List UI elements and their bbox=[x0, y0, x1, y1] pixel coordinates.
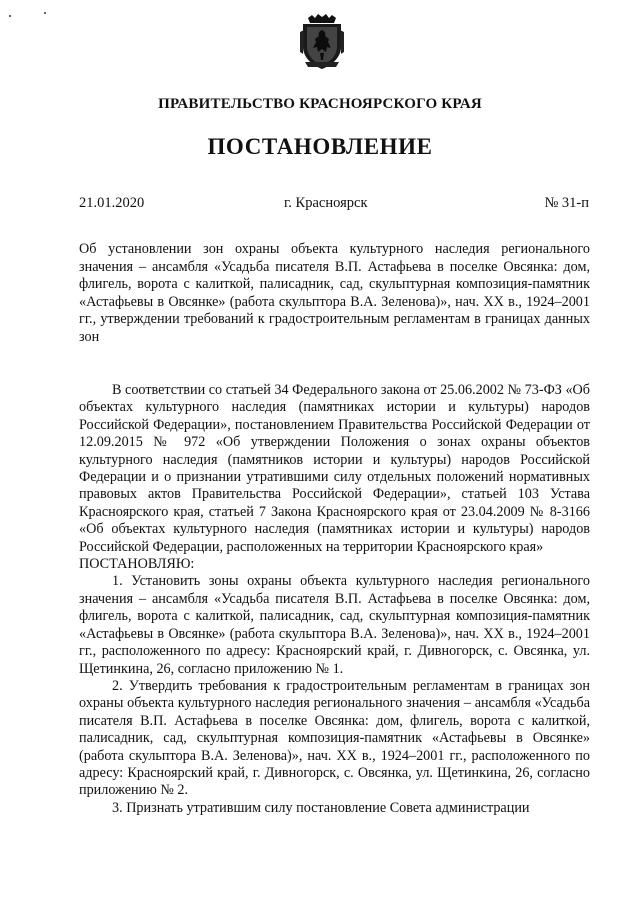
document-city: г. Красноярск bbox=[284, 195, 368, 211]
body-preamble: В соответствии со статьей 34 Федерального закона от 25.06.2002 № 73-ФЗ «Об объектах культурного наследия (памятниках истории и культуры) народов Российской Федерации», постановлением Правительства Российской Федерации от 12.09.2015 № 972 «Об утверждении Положения о зонах охраны объектов культурного наследия (памятников истории и культуры) народов Российской Федерации и о признании утратившими силу отдельных положений нормативных правовых актов Правительства Российской Федерации», статьей 103 Устава Красноярского края, статьей 7 Закона Красноярского края от 23.04.2009 № 8-3166 «Об объектах культурного наследия (памятниках истории и культуры) народов Российской Федерации, расположенных на территории Красноярского края» bbox=[79, 382, 590, 555]
scan-artifact bbox=[9, 15, 11, 17]
body-item-3: 3. Признать утратившим силу постановление Совета администрации bbox=[112, 799, 530, 816]
body-item-2: 2. Утвердить требования к градостроительным регламентам в границах зон охраны объекта культурного наследия регионального значения – ансамбля «Усадьба писателя В.П. Астафьева в поселке Овсянка: дом, флигель, ворота с калиткой, палисадник, сад, скульптурная композиция-памятник «Астафьевы в Овсянке» (работа скульптора В.А. Зеленова)», нач. XX в., 1924–2001 гг., расположенного по адресу: Красноярский край, г. Дивногорск, с. Овсянка, ул. Щетинкина, 26, согласно приложению № 2. bbox=[79, 677, 590, 799]
government-title: ПРАВИТЕЛЬСТВО КРАСНОЯРСКОГО КРАЯ bbox=[158, 96, 482, 112]
body-resolves: ПОСТАНОВЛЯЮ: bbox=[79, 556, 195, 573]
document-date: 21.01.2020 bbox=[79, 195, 145, 211]
document-type-title: ПОСТАНОВЛЕНИЕ bbox=[207, 134, 433, 159]
body-item-1: 1. Установить зоны охраны объекта культурного наследия регионального значения – ансамбля «Усадьба писателя В.П. Астафьева в поселке Овсянка: дом, флигель, ворота с калиткой, палисадник, сад, скульптурная композиция-памятник «Астафьевы в Овсянке» (работа скульптора В.А. Зеленова)», нач. XX в., 1924–2001 гг., расположенного по адресу: Красноярский край, г. Дивногорск, с. Овсянка, ул. Щетинкина, 26, согласно приложению № 1. bbox=[79, 573, 590, 677]
scan-artifact bbox=[44, 12, 46, 14]
document-subject: Об установлении зон охраны объекта культурного наследия регионального значения – ансамбля «Усадьба писателя В.П. Астафьева в поселке Овсянка: дом, флигель, ворота с калиткой, палисадник, сад, скульптурная композиция-памятник «Астафьевы в Овсянке» (работа скульптора В.А. Зеленова)», нач. XX в., 1924–2001 гг., утверждении требований к градостроительным регламентам в границах данных зон bbox=[79, 241, 590, 345]
document-meta bbox=[79, 195, 589, 215]
document-body bbox=[79, 382, 590, 817]
krasnoyarsk-coat-of-arms-icon bbox=[299, 14, 345, 70]
document-number: № 31-п bbox=[544, 195, 589, 211]
